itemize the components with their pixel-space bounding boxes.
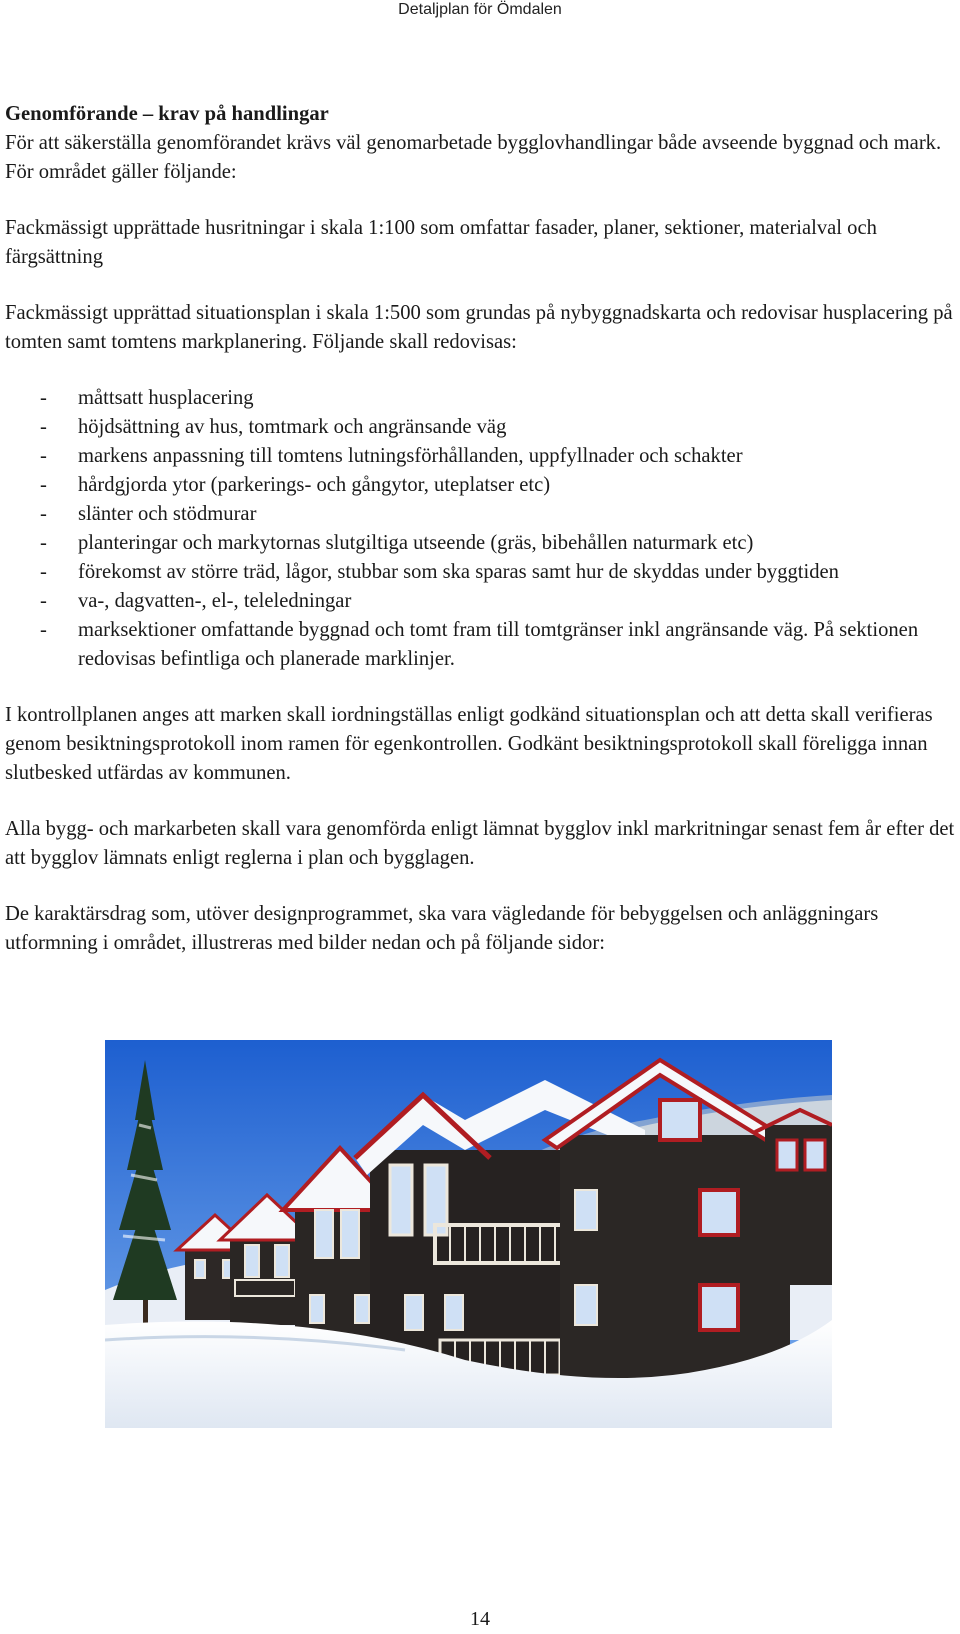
list-item bbox=[5, 529, 955, 558]
page-content bbox=[5, 100, 955, 985]
list-item-text: hårdgjorda ytor (parkerings- och gångytor, uteplatser etc) bbox=[78, 474, 551, 496]
control-plan-paragraph: I kontrollplanen anges att marken skall iordningställas enligt godkänd situationsplan och att detta skall verifieras genom besiktningsprotokoll inom ramen för egenkontrollen. Godkänt besiktningsprotokoll skall föreligga innan slutbesked utfärdas av kommunen. bbox=[5, 704, 933, 784]
section-heading: Genomförande – krav på handlingar bbox=[5, 103, 329, 125]
list-item bbox=[5, 558, 955, 587]
requirements-list bbox=[5, 384, 955, 674]
list-dash: - bbox=[40, 503, 47, 525]
list-dash: - bbox=[40, 619, 47, 641]
list-item bbox=[5, 471, 955, 500]
list-item bbox=[5, 384, 955, 413]
list-dash: - bbox=[40, 532, 47, 554]
list-item-text: planteringar och markytornas slutgiltiga utseende (gräs, bibehållen naturmark etc) bbox=[78, 532, 754, 554]
running-header: Detaljplan för Ömdalen bbox=[398, 1, 562, 18]
deadline-paragraph: Alla bygg- och markarbeten skall vara genomförda enligt lämnat bygglov inkl markritningar senast fem år efter det att bygglov lämnats enligt reglerna i plan och bygglagen. bbox=[5, 818, 955, 869]
list-dash: - bbox=[40, 445, 47, 467]
intro-paragraph: För att säkerställa genomförandet krävs väl genomarbetade bygglovhandlingar både avseende byggnad och mark. För området gäller följande: bbox=[5, 132, 942, 183]
list-dash: - bbox=[40, 387, 47, 409]
list-item bbox=[5, 616, 955, 674]
list-item-text: höjdsättning av hus, tomtmark och angränsande väg bbox=[78, 416, 507, 438]
list-dash: - bbox=[40, 590, 47, 612]
list-dash: - bbox=[40, 474, 47, 496]
house-drawings-paragraph: Fackmässigt upprättade husritningar i skala 1:100 som omfattar fasader, planer, sektioner, materialval och färgsättning bbox=[5, 217, 877, 268]
list-item-text: va-, dagvatten-, el-, teleledningar bbox=[78, 590, 352, 612]
list-item-text: marksektioner omfattande byggnad och tomt fram till tomtgränser inkl angränsande väg. På sektionen redovisas befintliga och planerade marklinjer. bbox=[78, 619, 919, 670]
character-paragraph: De karaktärsdrag som, utöver designprogrammet, ska vara vägledande för bebyggelsen och anläggningars utformning i området, illustreras med bilder nedan och på följande sidor: bbox=[5, 903, 879, 954]
list-item bbox=[5, 413, 955, 442]
list-item bbox=[5, 500, 955, 529]
list-item-text: förekomst av större träd, lågor, stubbar som ska sparas samt hur de skyddas under byggtiden bbox=[78, 561, 839, 583]
site-plan-paragraph: Fackmässigt upprättad situationsplan i skala 1:500 som grundas på nybyggnadskarta och redovisar husplacering på tomten samt tomtens markplanering. Följande skall redovisas: bbox=[5, 302, 953, 353]
page-number: 14 bbox=[470, 1608, 490, 1630]
list-item-text: slänter och stödmurar bbox=[78, 503, 257, 525]
list-item-text: måttsatt husplacering bbox=[78, 387, 254, 409]
list-item-text: markens anpassning till tomtens lutningsförhållanden, uppfyllnader och schakter bbox=[78, 445, 743, 467]
list-dash: - bbox=[40, 416, 47, 438]
snowy-houses-photo bbox=[105, 1040, 832, 1428]
list-item bbox=[5, 442, 955, 471]
photo-illustration bbox=[105, 1040, 832, 1428]
list-dash: - bbox=[40, 561, 47, 583]
list-item bbox=[5, 587, 955, 616]
